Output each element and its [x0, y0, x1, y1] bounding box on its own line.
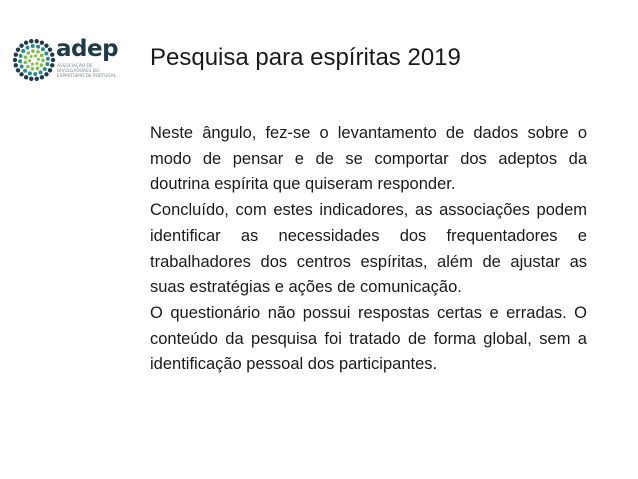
logo-dot — [36, 45, 40, 49]
logo-dot — [48, 68, 52, 72]
paragraph-3: O questionário não possui respostas certas e erradas. O conteúdo da pesquisa foi tratado de forma global, sem a identificação pessoal dos participantes. — [150, 303, 587, 374]
logo-dot — [41, 47, 45, 51]
logo-dot — [43, 67, 47, 71]
logo-dot — [46, 57, 50, 61]
logo-dot — [35, 62, 38, 65]
logo-subtitle: ASSOCIAÇÃO DE DIVULGADORES DO ESPIRITISMO DE PORTUGAL — [57, 64, 117, 79]
logo-dot — [35, 39, 39, 43]
logo-dot — [29, 77, 33, 81]
logo-dot — [28, 59, 31, 62]
logo-dot — [14, 52, 18, 56]
logo-dot — [40, 41, 44, 45]
logo-dot — [23, 60, 27, 64]
logo-dot — [36, 50, 40, 54]
logo-dot — [50, 63, 54, 67]
logo-dot — [19, 43, 23, 47]
logo-dot — [23, 69, 27, 73]
logo-dot — [16, 48, 20, 52]
page-title: Pesquisa para espíritas 2019 — [150, 44, 461, 71]
logo-dot — [50, 52, 54, 56]
logo-dot — [44, 51, 48, 55]
logo-dot — [18, 59, 22, 63]
logo-dot — [13, 58, 17, 62]
adep-logo — [12, 36, 124, 86]
logo-dot — [40, 75, 44, 79]
logo-dot — [44, 72, 48, 76]
logo-dot — [14, 63, 18, 67]
logo-dot — [25, 46, 29, 50]
logo-dot — [48, 48, 52, 52]
logo-dot — [45, 62, 49, 66]
logo-dot — [19, 54, 23, 58]
logo-dot — [39, 70, 43, 74]
paragraph-2: Concluído, com estes indicadores, as associações podem identificar as necessidades dos frequentadores e trabalhadores dos centros espíritas, além de ajustar as suas estratégias e ações de comunicação. — [150, 201, 587, 297]
logo-dot — [33, 72, 37, 76]
paragraph-1: Neste ângulo, fez-se o levantamento de dados sobre o modo de pensar e de se comportar dos adeptos da doutrina espírita que quiseram responder. — [150, 124, 587, 194]
logo-dot — [31, 67, 35, 71]
logo-dot — [24, 55, 28, 59]
logo-dot — [21, 49, 25, 53]
logo-dot — [30, 55, 33, 58]
logo-dot — [26, 65, 30, 69]
logo-dot — [31, 49, 35, 53]
logo-wordmark: adep — [56, 36, 119, 62]
body-text — [150, 121, 587, 378]
logo-dot — [16, 68, 20, 72]
logo-dot — [24, 41, 28, 45]
dotted-circle-logo-icon — [12, 38, 56, 82]
logo-dot — [27, 51, 31, 55]
logo-dot — [40, 63, 44, 67]
logo-dot — [37, 58, 40, 61]
logo-dot — [20, 65, 24, 69]
logo-dot — [51, 58, 55, 62]
logo-dot — [29, 39, 33, 43]
logo-dot — [28, 71, 32, 75]
logo-dot — [35, 77, 39, 81]
logo-dot — [31, 63, 34, 66]
logo-dot — [36, 66, 40, 70]
logo-dot — [31, 44, 35, 48]
logo-dot — [24, 75, 28, 79]
logo-dot — [44, 43, 48, 47]
logo-dot — [34, 54, 37, 57]
logo-dot — [19, 72, 23, 76]
logo-dot — [41, 58, 45, 62]
logo-dot — [40, 54, 44, 58]
